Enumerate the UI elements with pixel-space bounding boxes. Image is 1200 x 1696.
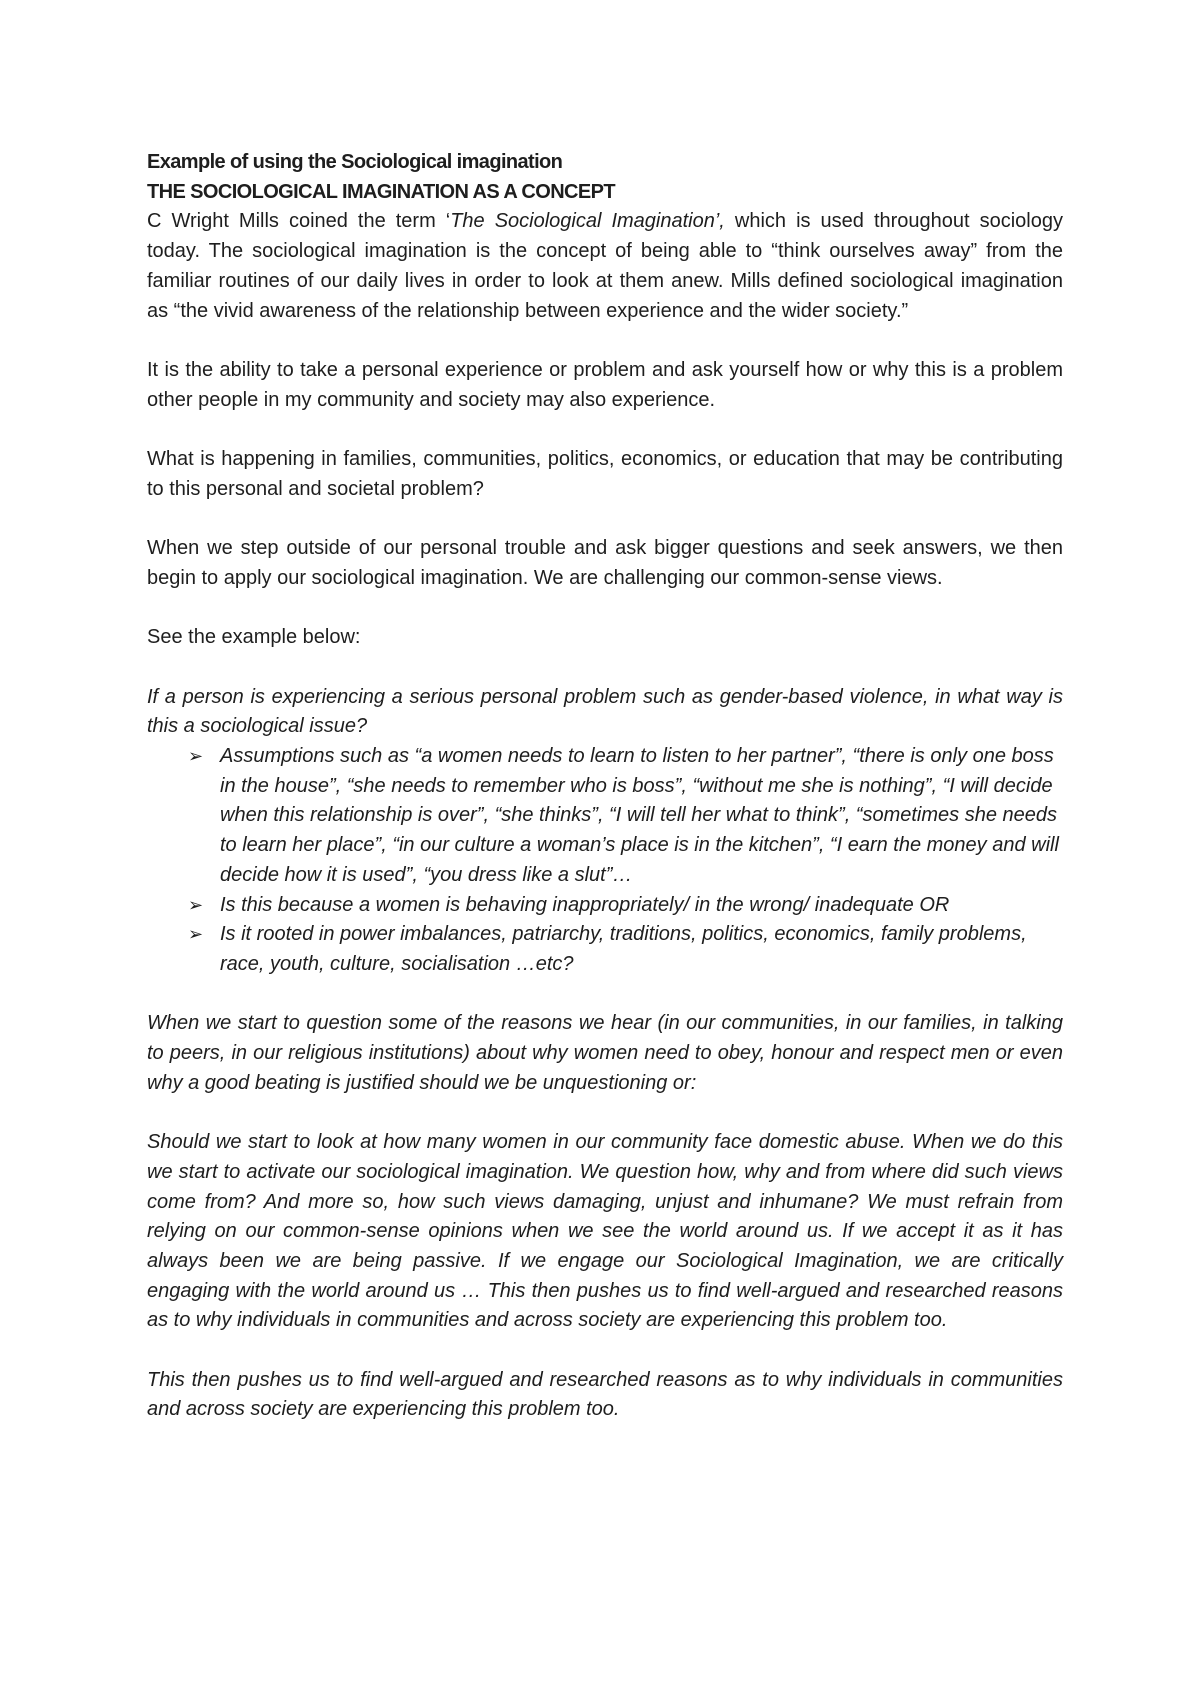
paragraph-ability: It is the ability to take a personal experience or problem and ask yourself how or why this is a problem other people in my community and society may also experience. (147, 358, 1063, 411)
list-item (188, 891, 1063, 921)
arrowhead-bullet-icon: ➢ (188, 745, 204, 766)
assumption-list (147, 742, 1063, 980)
intro-paragraph (147, 207, 1063, 326)
paragraph-should-we-start: Should we start to look at how many women in our community face domestic abuse. When we do this we start to activate our sociological imagination. We question how, why and from where did such views come from? And more so, how such views damaging, unjust and inhumane? We must refrain from relying on our common-sense opinions when we see the world around us. If we accept it as it has always been we are being passive. If we engage our Sociological Imagination, we are critically engaging with the world around us … This then pushes us to find well-argued and researched reasons as to why individuals in communities and across society are experiencing this problem too. (147, 1131, 1063, 1332)
list-item-text: Is it rooted in power imbalances, patriarchy, traditions, politics, economics, family problems, race, youth, culture, socialisation …etc? (220, 923, 1027, 975)
document-title: Example of using the Sociological imagination (147, 151, 563, 173)
paragraph-see-example: See the example below: (147, 626, 361, 649)
list-item (188, 920, 1063, 979)
paragraph-what-is-happening: What is happening in families, communities, politics, economics, or education that may be contributing to this personal and societal problem? (147, 448, 1063, 500)
intro-after: which is used throughout sociology today. The sociological imagination is the concept of being able to “think ourselves away” from the familiar routines of our daily lives in order to look at them anew. Mills defined sociological imagination as “the vivid awareness of the relationship between experience and the wider society.” (147, 210, 1063, 322)
paragraph-step-outside: When we step outside of our personal trouble and ask bigger questions and seek answers, we then begin to apply our sociological imagination. We are challenging our common-sense views. (147, 537, 1063, 589)
list-item-text: Is this because a women is behaving inappropriately/ in the wrong/ inadequate OR (220, 893, 950, 916)
arrowhead-bullet-icon: ➢ (188, 894, 204, 915)
intro-before: C Wright Mills coined the term ‘ (147, 210, 451, 233)
paragraph-question-reasons: When we start to question some of the reasons we hear (in our communities, in our families, in talking to peers, in our religious institutions) about why women need to obey, honour and respect men or even why a good beating is justified should we be unquestioning or: (147, 1012, 1063, 1094)
example-question: If a person is experiencing a serious personal problem such as gender-based violence, in what way is this a sociological issue? (147, 685, 1063, 738)
document-page (147, 148, 1063, 1455)
list-item (188, 742, 1063, 891)
paragraph-this-then-pushes: This then pushes us to find well-argued and researched reasons as to why individuals in communities and across society are experiencing this problem too. (147, 1368, 1063, 1421)
list-item-text: Assumptions such as “a women needs to learn to listen to her partner”, “there is only one boss in the house”, “she needs to remember who is boss”, “without me she is nothing”, “I will decide when this relationship is over”, “she thinks”, “I will tell her what to think”, “sometimes she needs to learn her place”, “in our culture a woman’s place is in the kitchen”, “I earn the money and will decide how it is used”, “you dress like a slut”… (220, 744, 1059, 886)
document-subtitle: THE SOCIOLOGICAL IMAGINATION AS A CONCEPT (147, 180, 615, 203)
intro-term: The Sociological Imagination’, (450, 210, 725, 233)
arrowhead-bullet-icon: ➢ (188, 924, 204, 945)
